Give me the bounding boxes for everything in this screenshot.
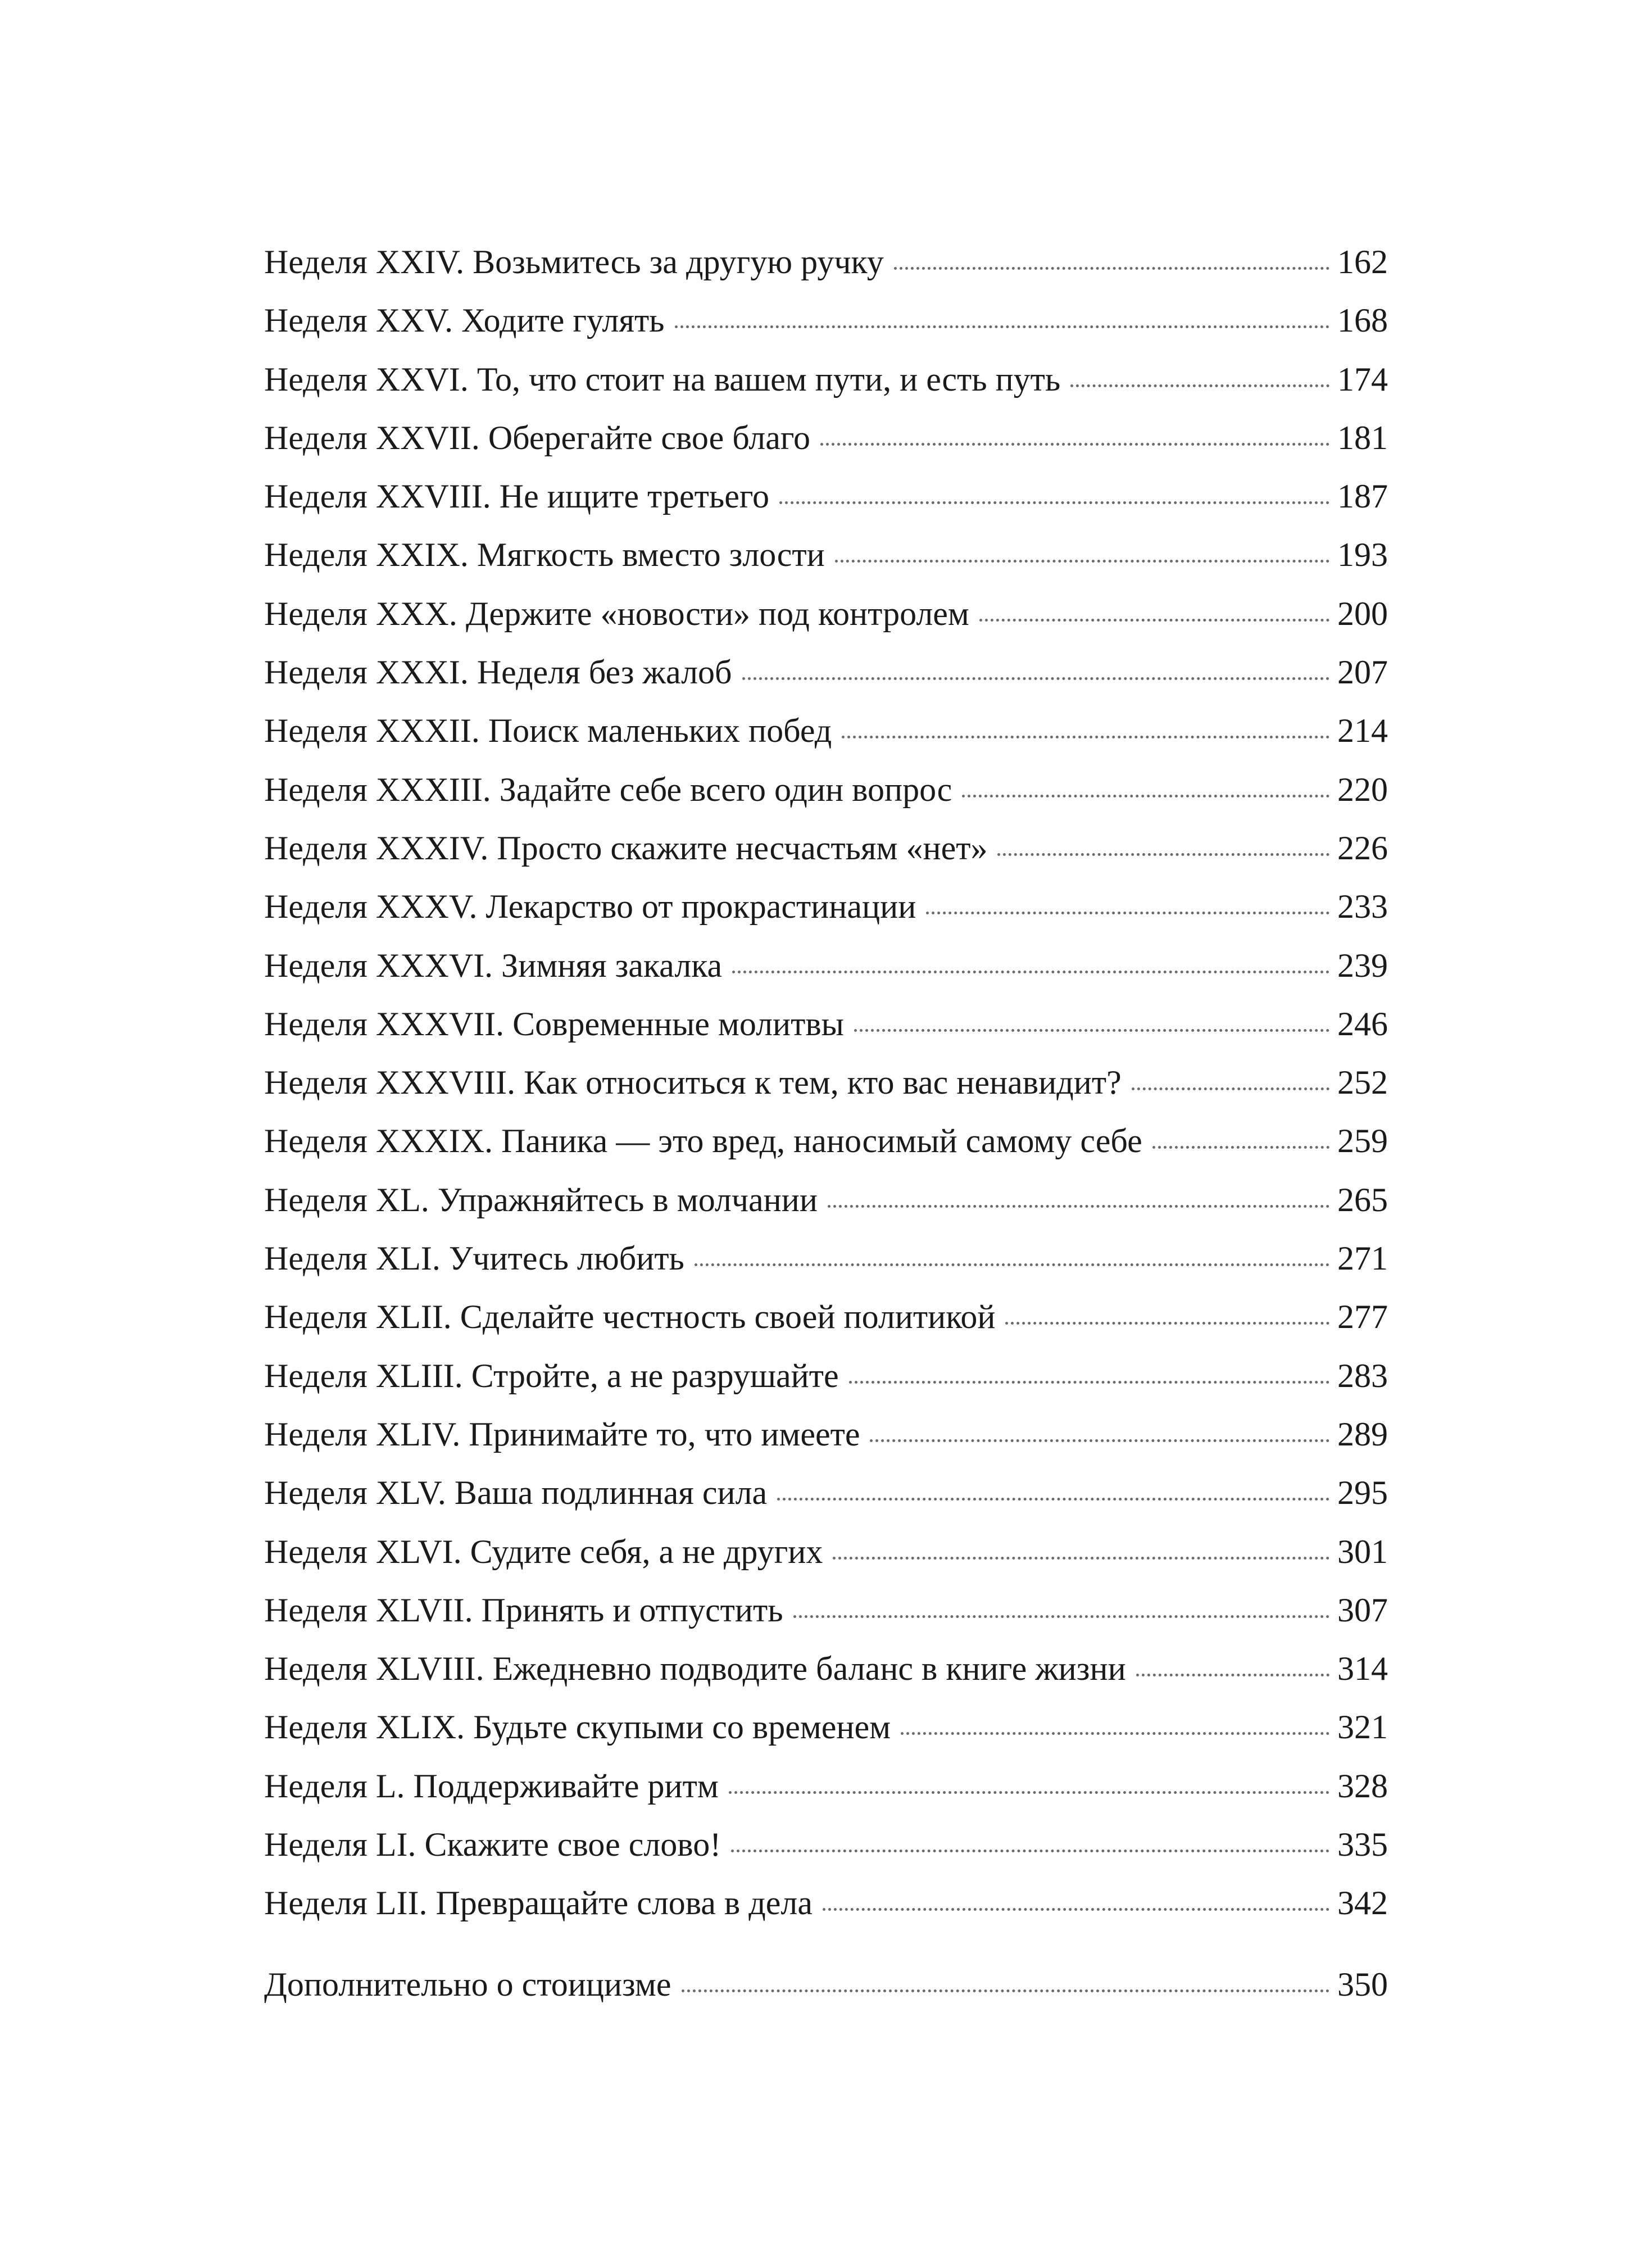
toc-entry-title: Неделя XL. Упражняйтесь в молчании bbox=[264, 1181, 818, 1218]
dot-leader bbox=[777, 1498, 1329, 1501]
toc-entry-week-52[interactable] bbox=[264, 1886, 1388, 1945]
toc-entry-week-33[interactable] bbox=[264, 773, 1388, 831]
toc-entry-title: Неделя XXX. Держите «новости» под контролем bbox=[264, 595, 969, 632]
toc-entry-page: 239 bbox=[1337, 946, 1388, 984]
toc-entry-title: Неделя XLV. Ваша подлинная сила bbox=[264, 1474, 768, 1512]
toc-entry-title: Неделя XXVI. То, что стоит на вашем пути, и есть путь bbox=[264, 360, 1061, 398]
toc-entry-page: 314 bbox=[1337, 1650, 1388, 1688]
toc-entry-title: Неделя XXIV. Возьмитесь за другую ручку bbox=[264, 243, 884, 280]
toc-entry-week-36[interactable] bbox=[264, 946, 1388, 1007]
toc-entry-title: Неделя XXXV. Лекарство от прокрастинации bbox=[264, 888, 916, 926]
toc-entry-week-51[interactable] bbox=[264, 1828, 1388, 1886]
dot-leader bbox=[854, 1029, 1329, 1032]
toc-entry-page: 226 bbox=[1337, 829, 1388, 867]
dot-leader bbox=[695, 1263, 1329, 1266]
dot-leader bbox=[962, 795, 1329, 797]
toc-entry-title: Неделя L. Поддерживайте ритм bbox=[264, 1767, 719, 1805]
toc-entry-title: Неделя XXXIII. Задайте себе всего один вопрос bbox=[264, 771, 952, 808]
toc-entry-week-29[interactable] bbox=[264, 538, 1388, 596]
toc-entry-title: Неделя XLVII. Принять и отпустить bbox=[264, 1591, 783, 1629]
toc-entry-title: Неделя XXXIV. Просто скажите несчастьям «нет» bbox=[264, 829, 988, 867]
toc-entry-page: 328 bbox=[1337, 1767, 1388, 1805]
toc-entry-title: Неделя LI. Скажите свое слово! bbox=[264, 1826, 721, 1864]
dot-leader bbox=[1132, 1087, 1329, 1090]
dot-leader bbox=[997, 853, 1329, 856]
toc-entry-week-42[interactable] bbox=[264, 1300, 1388, 1358]
toc-entry-week-26[interactable] bbox=[264, 362, 1388, 421]
toc-entry-page: 246 bbox=[1337, 1005, 1388, 1043]
toc-entry-page: 342 bbox=[1337, 1884, 1388, 1922]
toc-entry-title: Дополнительно о стоицизме bbox=[264, 1965, 671, 2003]
toc-entry-title: Неделя XXIX. Мягкость вместо злости bbox=[264, 536, 825, 574]
toc-entry-page: 187 bbox=[1337, 478, 1388, 515]
toc-entry-week-24[interactable] bbox=[264, 245, 1388, 303]
dot-leader bbox=[779, 501, 1329, 504]
toc-entry-page: 162 bbox=[1337, 243, 1388, 280]
dot-leader bbox=[833, 1557, 1329, 1560]
toc-entry-title: Неделя XXVII. Оберегайте свое благо bbox=[264, 419, 810, 456]
dot-leader bbox=[729, 1791, 1329, 1794]
toc-entry-page: 174 bbox=[1337, 360, 1388, 398]
toc-entry-stoicism-appendix[interactable] bbox=[264, 1965, 1388, 2026]
toc-entry-title: Неделя XXVIII. Не ищите третьего bbox=[264, 478, 769, 515]
toc-entry-week-30[interactable] bbox=[264, 597, 1388, 655]
toc-entry-list bbox=[264, 245, 1388, 1945]
toc-entry-page: 271 bbox=[1337, 1240, 1388, 1277]
toc-entry-page: 207 bbox=[1337, 654, 1388, 691]
toc-entry-week-37[interactable] bbox=[264, 1007, 1388, 1066]
toc-entry-page: 307 bbox=[1337, 1591, 1388, 1629]
dot-leader bbox=[842, 736, 1329, 738]
toc-entry-page: 321 bbox=[1337, 1708, 1388, 1746]
toc-entry-page: 259 bbox=[1337, 1122, 1388, 1160]
toc-entry-week-45[interactable] bbox=[264, 1476, 1388, 1534]
toc-entry-page: 335 bbox=[1337, 1826, 1388, 1864]
toc-entry-title: Неделя XXXII. Поиск маленьких побед bbox=[264, 712, 832, 750]
toc-entry-title: Неделя XLI. Учитесь любить bbox=[264, 1240, 684, 1277]
dot-leader bbox=[1152, 1146, 1329, 1149]
toc-entry-page: 193 bbox=[1337, 536, 1388, 574]
toc-entry-week-46[interactable] bbox=[264, 1535, 1388, 1593]
toc-entry-title: Неделя LII. Превращайте слова в дела bbox=[264, 1884, 813, 1922]
toc-entry-week-35[interactable] bbox=[264, 890, 1388, 948]
dot-leader bbox=[835, 560, 1329, 563]
toc-entry-page: 350 bbox=[1337, 1965, 1388, 2003]
dot-leader bbox=[732, 971, 1329, 973]
toc-entry-week-41[interactable] bbox=[264, 1241, 1388, 1300]
dot-leader bbox=[926, 912, 1329, 914]
toc-entry-page: 200 bbox=[1337, 595, 1388, 632]
toc-entry-week-49[interactable] bbox=[264, 1710, 1388, 1769]
dot-leader bbox=[1136, 1674, 1329, 1676]
toc-entry-page: 168 bbox=[1337, 302, 1388, 339]
dot-leader bbox=[894, 267, 1329, 270]
dot-leader bbox=[675, 325, 1329, 328]
toc-entry-title: Неделя XLIX. Будьте скупыми со временем bbox=[264, 1708, 891, 1746]
dot-leader bbox=[682, 1989, 1329, 1992]
dot-leader bbox=[793, 1615, 1329, 1618]
dot-leader bbox=[1070, 384, 1329, 387]
toc-entry-week-38[interactable] bbox=[264, 1066, 1388, 1124]
toc-entry-page: 214 bbox=[1337, 712, 1388, 750]
toc-entry-page: 265 bbox=[1337, 1181, 1388, 1218]
toc-entry-page: 283 bbox=[1337, 1357, 1388, 1394]
toc-entry-page: 233 bbox=[1337, 888, 1388, 926]
toc-entry-week-44[interactable] bbox=[264, 1417, 1388, 1476]
toc-entry-week-34[interactable] bbox=[264, 831, 1388, 890]
toc-entry-title: Неделя XXV. Ходите гулять bbox=[264, 302, 665, 339]
toc-entry-week-39[interactable] bbox=[264, 1124, 1388, 1182]
toc-entry-title: Неделя XXXI. Неделя без жалоб bbox=[264, 654, 732, 691]
dot-leader bbox=[849, 1381, 1329, 1384]
toc-entry-week-25[interactable] bbox=[264, 303, 1388, 362]
toc-entry-week-32[interactable] bbox=[264, 714, 1388, 772]
dot-leader bbox=[731, 1850, 1329, 1852]
toc-entry-page: 289 bbox=[1337, 1415, 1388, 1453]
toc-entry-page: 220 bbox=[1337, 771, 1388, 808]
toc-entry-title: Неделя XXXVIII. Как относиться к тем, кто вас ненавидит? bbox=[264, 1064, 1122, 1102]
dot-leader bbox=[828, 1205, 1329, 1208]
dot-leader bbox=[823, 1908, 1329, 1911]
toc-entry-title: Неделя XXXIX. Паника — это вред, наносимый самому себе bbox=[264, 1122, 1142, 1160]
toc-entry-week-50[interactable] bbox=[264, 1769, 1388, 1828]
dot-leader bbox=[979, 619, 1329, 622]
toc-entry-title: Неделя XXXVII. Современные молитвы bbox=[264, 1005, 844, 1043]
toc-entry-page: 301 bbox=[1337, 1533, 1388, 1570]
toc-entry-week-28[interactable] bbox=[264, 479, 1388, 538]
toc-entry-week-47[interactable] bbox=[264, 1593, 1388, 1652]
toc-entry-title: Неделя XLVI. Судите себя, а не других bbox=[264, 1533, 823, 1570]
toc-entry-week-31[interactable] bbox=[264, 655, 1388, 714]
toc-entry-week-48[interactable] bbox=[264, 1652, 1388, 1710]
toc-entry-title: Неделя XXXVI. Зимняя закалка bbox=[264, 946, 723, 984]
toc-entry-week-27[interactable] bbox=[264, 421, 1388, 479]
toc-entry-page: 252 bbox=[1337, 1064, 1388, 1102]
toc-entry-page: 295 bbox=[1337, 1474, 1388, 1512]
toc-entry-title: Неделя XLIII. Стройте, а не разрушайте bbox=[264, 1357, 839, 1394]
toc-entry-title: Неделя XLVIII. Ежедневно подводите баланс в книге жизни bbox=[264, 1650, 1126, 1688]
toc-entry-page: 277 bbox=[1337, 1298, 1388, 1336]
dot-leader bbox=[1005, 1322, 1329, 1325]
dot-leader bbox=[742, 677, 1329, 680]
toc-entry-title: Неделя XLIV. Принимайте то, что имеете bbox=[264, 1415, 860, 1453]
dot-leader bbox=[820, 443, 1329, 446]
toc-entry-page: 181 bbox=[1337, 419, 1388, 456]
dot-leader bbox=[901, 1732, 1329, 1735]
toc-entry-week-40[interactable] bbox=[264, 1183, 1388, 1241]
toc-entry-week-43[interactable] bbox=[264, 1359, 1388, 1417]
table-of-contents bbox=[264, 245, 1388, 2026]
toc-entry-title: Неделя XLII. Сделайте честность своей политикой bbox=[264, 1298, 996, 1336]
dot-leader bbox=[870, 1439, 1329, 1442]
